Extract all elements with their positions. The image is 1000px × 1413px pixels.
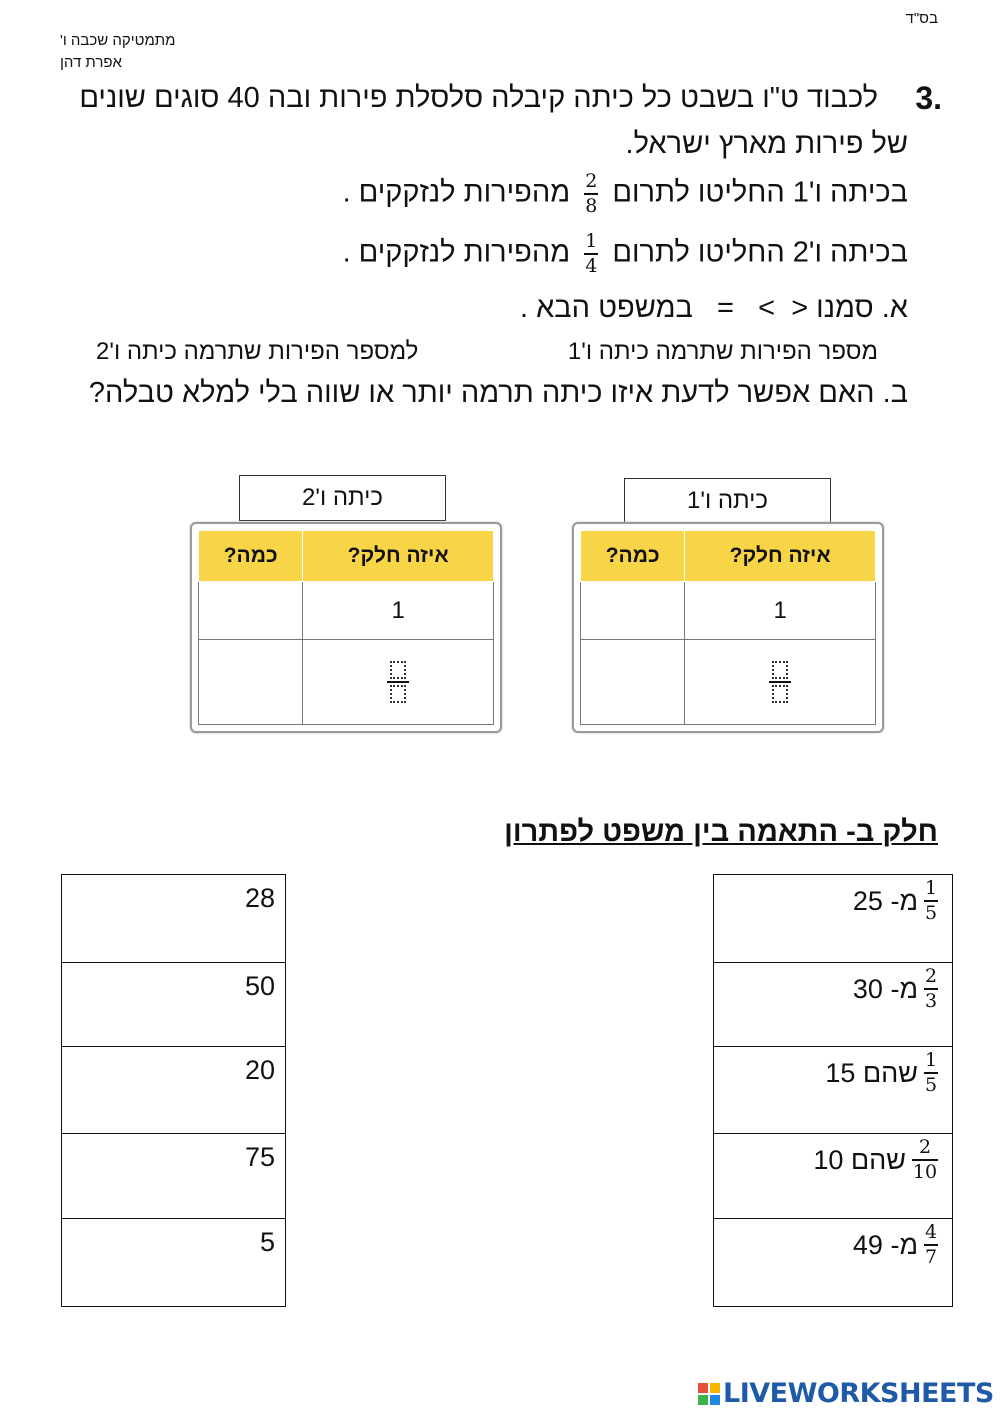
col-amount: כמה? — [581, 531, 685, 582]
fraction-1-4: $\frac{1}{4}$ — [585, 230, 598, 277]
teacher-name: אפרת דהן — [60, 54, 122, 71]
col-part: איזה חלק? — [303, 531, 494, 582]
logo-icon — [698, 1383, 720, 1405]
answer-value: 28 — [244, 883, 275, 913]
answer-value: 50 — [244, 971, 275, 1001]
answer-value: 75 — [244, 1142, 275, 1172]
amount-input[interactable] — [581, 582, 685, 640]
answer-box[interactable] — [61, 963, 286, 1047]
class-2-table — [190, 522, 502, 733]
question-line-2: של פירות מארץ ישראל. — [625, 128, 908, 160]
subject: מתמטיקה שכבה ו' — [60, 32, 176, 49]
answer-box[interactable] — [61, 1219, 286, 1307]
answer-box[interactable] — [61, 1047, 286, 1134]
class-1-table — [572, 522, 884, 733]
amount-input[interactable] — [199, 582, 303, 640]
section-b-title: חלק ב- התאמה בין משפט לפתרון — [504, 816, 938, 848]
fraction-input[interactable] — [685, 640, 876, 725]
compare-left: מספר הפירות שתרמה כיתה ו'1 — [567, 338, 878, 365]
expression-box[interactable]: $\frac{1}{5}$ מ- 25 — [713, 874, 953, 963]
part-a: א. סמנו < > = במשפט הבא . — [519, 292, 908, 324]
expression-text: שהם 10 — [813, 1144, 906, 1175]
expression-box[interactable]: $\frac{2}{10}$ שהם 10 — [713, 1134, 953, 1219]
answer-value: 20 — [244, 1055, 275, 1085]
expression-text: מ- 49 — [852, 1229, 918, 1260]
answer-value: 5 — [259, 1227, 275, 1257]
cell-part: 1 — [303, 582, 494, 640]
answer-box[interactable] — [61, 874, 286, 963]
text: מהפירות לנזקקים . — [342, 236, 571, 269]
logo-text: LIVEWORKSHEETS — [723, 1378, 994, 1409]
compare-right: למספר הפירות שתרמה כיתה ו'2 — [96, 338, 419, 365]
col-part: איזה חלק? — [685, 531, 876, 582]
part-b: ב. האם אפשר לדעת איזו כיתה תרמה יותר או שווה בלי למלא טבלה? — [88, 377, 908, 409]
liveworksheets-logo — [698, 1378, 994, 1409]
blessing: בס"ד — [905, 10, 938, 27]
question-line-4 — [343, 232, 908, 276]
text: בכיתה ו'1 החליטו לתרום — [612, 176, 908, 209]
text: מהפירות לנזקקים . — [342, 176, 571, 209]
fraction-input[interactable] — [303, 640, 494, 725]
text: בכיתה ו'2 החליטו לתרום — [612, 236, 908, 269]
fraction-2-8: $\frac{2}{8}$ — [585, 170, 598, 217]
cell-part: 1 — [685, 582, 876, 640]
expression-text: מ- 25 — [852, 885, 918, 916]
expression-box[interactable]: $\frac{1}{5}$ שהם 15 — [713, 1047, 953, 1134]
amount-input[interactable] — [199, 640, 303, 725]
expression-box[interactable]: $\frac{2}{3}$ מ- 30 — [713, 963, 953, 1047]
question-number: 3. — [915, 80, 942, 116]
expression-box[interactable]: $\frac{4}{7}$ מ- 49 — [713, 1219, 953, 1307]
amount-input[interactable] — [581, 640, 685, 725]
answer-box[interactable] — [61, 1134, 286, 1219]
question-line-3 — [343, 172, 908, 216]
class-2-label: כיתה ו'2 — [239, 475, 446, 521]
question-line-1: לכבוד ט"ו בשבט כל כיתה קיבלה סלסלת פירות ובה 40 סוגים שונים — [79, 82, 878, 114]
col-amount: כמה? — [199, 531, 303, 582]
class-1-label: כיתה ו'1 — [624, 478, 831, 524]
expression-text: מ- 30 — [852, 973, 918, 1004]
expression-text: שהם 15 — [825, 1057, 918, 1088]
